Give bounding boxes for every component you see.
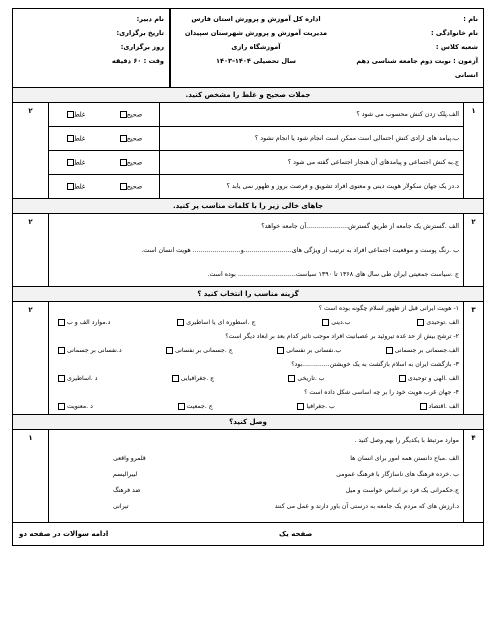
section1-title-row [13, 88, 483, 103]
checkbox-icon[interactable] [58, 375, 65, 382]
tf-options [49, 127, 160, 150]
mc-option[interactable]: ج .جمعیت [177, 400, 213, 414]
section4-items [49, 430, 463, 522]
mc-question: ۲- ترشح بیش از حد غده تیروئید بر عصبانیت افراد موجب تاثیر کدام بعد بر ابعاد دیگر است؟ [225, 333, 459, 340]
checkbox-icon[interactable] [58, 347, 65, 354]
match-row [49, 482, 463, 498]
checkbox-icon[interactable] [277, 347, 284, 354]
page-number: صفحه یک [278, 530, 313, 538]
section2-score: ۲ [13, 214, 49, 286]
tf-item [49, 127, 463, 151]
mc-options [49, 316, 459, 330]
match-row [49, 466, 463, 482]
section1-items [49, 103, 463, 198]
section3 [13, 302, 483, 415]
section4-number: ۴ [463, 430, 483, 522]
checkbox-icon[interactable] [417, 319, 424, 326]
exam-header [13, 9, 483, 88]
section1-title: جملات صحیح و غلط را مشخص کنید. [185, 91, 311, 99]
checkbox-icon[interactable] [58, 319, 65, 326]
continue-note: ادامه سوالات در صفحه دو [19, 530, 109, 538]
match-intro-text: موارد مرتبط با یکدیگر را بهم وصل کنید . [354, 436, 459, 444]
mc-option[interactable]: الف .اقتصاد [419, 400, 459, 414]
checkbox-icon[interactable] [166, 347, 173, 354]
mc-option[interactable]: د.موارد الف و ب [57, 316, 110, 330]
mc-option[interactable]: ب.نفسانی بر نفسانی [276, 344, 341, 358]
mc-option[interactable]: د.نفسانی بر جسمانی [57, 344, 122, 358]
page-footer [13, 523, 483, 545]
checkbox-icon[interactable] [58, 403, 65, 410]
checkbox-icon[interactable] [120, 135, 127, 142]
mc-option[interactable]: ج .جسمانی بر نفسانی [165, 344, 233, 358]
checkbox-icon[interactable] [297, 403, 304, 410]
section1-number: ۱ [463, 103, 483, 198]
true-option[interactable]: صحیح [119, 183, 142, 191]
section4-title: وصل کنید؟ [229, 418, 267, 426]
section1 [13, 103, 483, 199]
match-right-item[interactable]: ضد فرهنگ [113, 486, 141, 494]
school-info [170, 9, 341, 87]
checkbox-icon[interactable] [120, 111, 127, 118]
office-name: اداره کل آموزش و پرورش استان فارس [191, 15, 321, 23]
name-label: نام : [463, 15, 478, 23]
day-label: روز برگزاری: [120, 43, 164, 51]
mc-option[interactable]: د .معنویت [57, 400, 93, 414]
mc-option[interactable]: الف .الهی و توحیدی [398, 372, 459, 386]
section3-number: ۳ [463, 302, 483, 414]
match-row [49, 450, 463, 466]
exam-info [13, 9, 170, 87]
time-label: وقت : ۶۰ دقیقه [111, 57, 164, 65]
false-option[interactable]: غلط [66, 135, 85, 143]
section1-score: ۲ [13, 103, 49, 198]
checkbox-icon[interactable] [120, 159, 127, 166]
section3-title-row [13, 287, 483, 302]
mc-options [49, 400, 459, 414]
section4 [13, 430, 483, 523]
checkbox-icon[interactable] [386, 347, 393, 354]
false-option[interactable]: غلط [66, 159, 85, 167]
mc-question: ۱- هویت ایرانی قبل از ظهور اسلام چگونه بوده است ؟ [318, 305, 459, 312]
checkbox-icon[interactable] [67, 159, 74, 166]
mc-option[interactable]: ب .تاریخی [287, 372, 324, 386]
checkbox-icon[interactable] [420, 403, 427, 410]
section2 [13, 214, 483, 287]
true-option[interactable]: صحیح [119, 159, 142, 167]
mc-option[interactable]: ج .جغرافیایی [171, 372, 214, 386]
mc-option[interactable]: الف .توحیدی [416, 316, 459, 330]
mc-question: ۳- بازگشت ایران به اسلام بازگشت به یک خویشتن..............بود؟ [291, 361, 459, 368]
match-left-item[interactable]: د.ارزش های که مردم یک جامعه به درستی آن باور دارند و عمل می کنند [274, 502, 459, 510]
true-option[interactable]: صحیح [119, 135, 142, 143]
mc-option[interactable]: ب .جغرافیا [296, 400, 334, 414]
match-intro [49, 430, 463, 450]
checkbox-icon[interactable] [120, 183, 127, 190]
tf-item [49, 103, 463, 127]
exam-sheet [12, 8, 484, 546]
checkbox-icon[interactable] [178, 403, 185, 410]
fill-blank-item[interactable]: ج .سیاست جمعیتی ایران طی سال های ۱۳۶۸ تا ۱۳۹۰ سیاست............................. بوده است. [207, 270, 459, 278]
family-label: نام خانوادگی : [431, 29, 478, 37]
match-right-item[interactable]: لیبرالیسم [113, 470, 138, 478]
section2-title-row [13, 199, 483, 214]
section4-title-row [13, 415, 483, 430]
mc-option[interactable]: الف.جسمانی بر جسمانی [385, 344, 459, 358]
match-left-item[interactable]: ج.حکمرانی یک فرد بر اساس خواست و میل [345, 486, 459, 494]
section2-number: ۲ [463, 214, 483, 286]
checkbox-icon[interactable] [177, 319, 184, 326]
section4-score: ۱ [13, 430, 49, 522]
directorate-name: مدیریت آموزش و پرورش شهرستان سپیدان [184, 29, 328, 37]
tf-options [49, 103, 160, 126]
mc-option[interactable]: ب.دینی [321, 316, 350, 330]
match-right-item[interactable]: تیرانی [113, 502, 129, 510]
checkbox-icon[interactable] [322, 319, 329, 326]
checkbox-icon[interactable] [67, 135, 74, 142]
tf-text: ب.پیامد های ارادی کنش احتمالی است ممکن است انجام شود یا انجام نشود ؟ [254, 135, 459, 142]
mc-question: ۴- جهان غرب هویت خود را بر چه اساسی شکل داده است ؟ [304, 389, 459, 396]
school-name: آموزشگاه رازی [231, 43, 281, 51]
section3-title: گزینه مناسب را انتخاب کنید ؟ [197, 290, 299, 298]
fill-blank-item[interactable]: الف .گسترش یک جامعه از طریق گسترش.....................آن جامعه خواهد؟ [261, 222, 459, 230]
tf-options [49, 151, 160, 174]
section2-title: جاهای خالی زیر را با کلمات مناسب پر کنید. [172, 202, 324, 210]
class-label: شعبه کلاس : [435, 43, 478, 51]
checkbox-icon[interactable] [399, 375, 406, 382]
tf-text: د.در یک جهان سکولار هویت دینی و معنوی افراد تشویق و فرصت بروز و ظهور نمی یابد ؟ [226, 183, 459, 190]
false-option[interactable]: غلط [66, 111, 85, 119]
checkbox-icon[interactable] [67, 183, 74, 190]
tf-item [49, 151, 463, 175]
mc-options [49, 344, 459, 358]
true-option[interactable]: صحیح [119, 111, 142, 119]
section3-items [49, 302, 463, 414]
match-row [49, 498, 463, 514]
date-label: تاریخ برگزاری: [116, 29, 164, 37]
tf-text: الف.پلک زدن کنش محسوب می شود ؟ [356, 111, 459, 118]
match-left-item[interactable]: الف .مباح دانستن همه امور برای انسان ها [350, 454, 459, 462]
checkbox-icon[interactable] [288, 375, 295, 382]
mc-options [49, 372, 459, 386]
tf-text: ج.به کنش اجتماعی و پیامدهای آن هنجار اجتماعی گفته می شود ؟ [287, 159, 459, 166]
fill-blank-item[interactable]: ب .رنگ پوست و موقعیت اجتماعی افراد به ترتیب از ویژگی های........................و........................ هویت انسان است. [141, 246, 459, 254]
mc-option[interactable]: ج .اسطوره ای یا اساطیری [176, 316, 255, 330]
checkbox-icon[interactable] [172, 375, 179, 382]
match-left-item[interactable]: ب .خرده فرهنگ های ناسازگار با فرهنگ عمومی [336, 470, 459, 478]
match-right-item[interactable]: قلمرو واقعی [113, 454, 146, 462]
student-info [341, 9, 483, 87]
false-option[interactable]: غلط [66, 183, 85, 191]
section3-score: ۲ [13, 302, 49, 414]
academic-year: سال تحصیلی ۱۴۰۴-۱۴۰۳ [215, 57, 297, 65]
tf-item [49, 175, 463, 198]
mc-option[interactable]: د .اساطیری [57, 372, 98, 386]
teacher-label: نام دبیر: [136, 15, 164, 23]
checkbox-icon[interactable] [67, 111, 74, 118]
exam-label: آزمون : نوبت دوم جامعه شناسی دهم انسانی [356, 57, 478, 79]
section2-items [49, 214, 463, 286]
tf-options [49, 175, 160, 198]
